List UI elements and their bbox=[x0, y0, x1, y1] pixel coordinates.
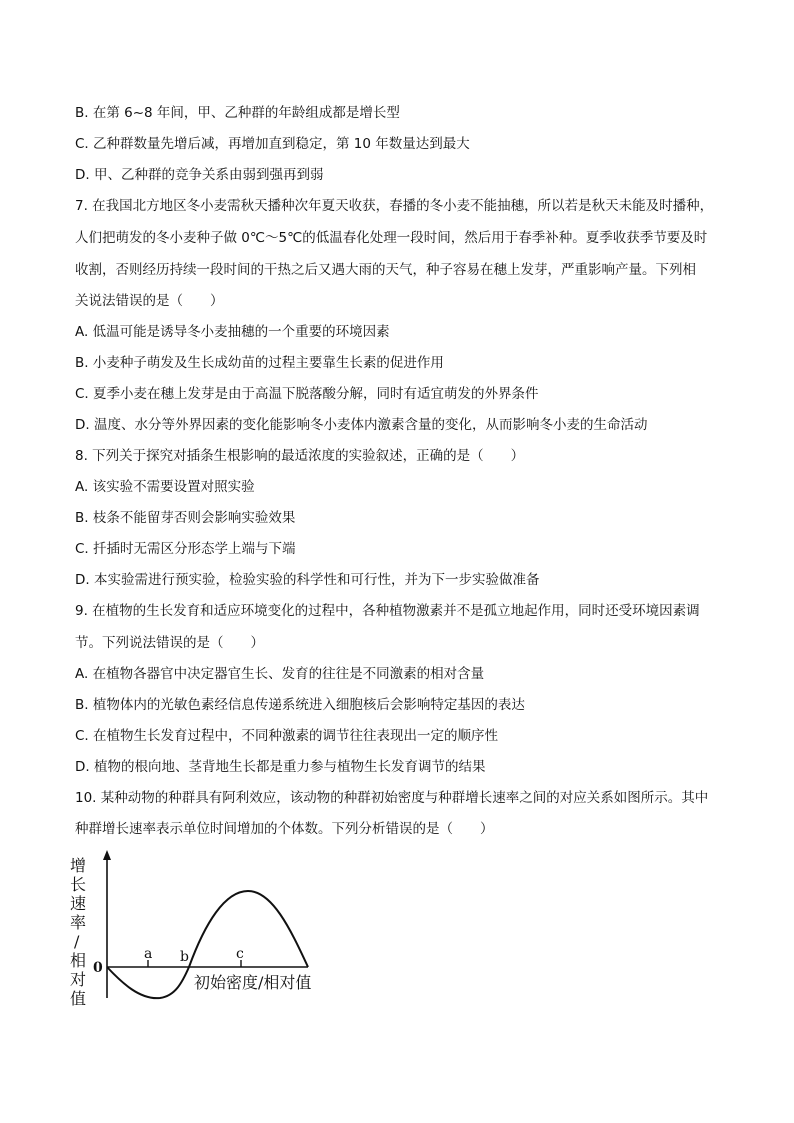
option-8d: D. 本实验需进行预实验，检验实验的科学性和可行性，并为下一步实验做准备 bbox=[75, 572, 540, 588]
point-label-c: c bbox=[236, 946, 244, 962]
y-label-char: 相 bbox=[70, 951, 87, 970]
y-label-char: 对 bbox=[70, 970, 87, 989]
option-9d: D. 植物的根向地、茎背地生长都是重力参与植物生长发育调节的结果 bbox=[75, 759, 486, 775]
option-8a: A. 该实验不需要设置对照实验 bbox=[75, 479, 255, 495]
question-10-stem-line-1: 10. 某种动物的种群具有阿利效应，该动物的种群初始密度与种群增长速率之间的对应关系如图所示。其中 bbox=[75, 790, 709, 806]
question-8-stem: 8. 下列关于探究对插条生根影响的最适浓度的实验叙述，正确的是（ ） bbox=[75, 448, 525, 464]
option-7c: C. 夏季小麦在穗上发芽是由于高温下脱落酸分解，同时有适宜萌发的外界条件 bbox=[75, 386, 539, 402]
question-9-stem-line-1: 9. 在植物的生长发育和适应环境变化的过程中，各种植物激素并不是孤立地起作用，同时还受环境因素调 bbox=[75, 603, 700, 619]
option-8c: C. 扦插时无需区分形态学上端与下端 bbox=[75, 541, 296, 557]
y-label-char: 率 bbox=[70, 913, 87, 932]
y-label-char: 速 bbox=[70, 894, 87, 913]
question-7-stem-line-1: 7. 在我国北方地区冬小麦需秋天播种次年夏天收获，春播的冬小麦不能抽穗，所以若是秋天未能及时播种， bbox=[75, 198, 714, 214]
point-label-a: a bbox=[144, 946, 153, 962]
question-7-stem-line-3: 收割，否则经历持续一段时间的干热之后又遇大雨的天气，种子容易在穗上发芽，严重影响产量。下列相 bbox=[75, 262, 696, 278]
option-6d: D. 甲、乙种群的竞争关系由弱到强再到弱 bbox=[75, 167, 324, 183]
option-7a: A. 低温可能是诱导冬小麦抽穗的一个重要的环境因素 bbox=[75, 324, 390, 340]
point-label-b: b bbox=[180, 949, 189, 965]
y-axis-arrow bbox=[103, 850, 111, 860]
question-9-stem-line-2: 节。下列说法错误的是（ ） bbox=[75, 635, 264, 651]
y-label-char: / bbox=[74, 932, 80, 951]
y-label-char: 长 bbox=[70, 875, 87, 894]
y-label-char: 增 bbox=[70, 856, 87, 875]
option-9c: C. 在植物生长发育过程中，不同种激素的调节往往表现出一定的顺序性 bbox=[75, 728, 499, 744]
question-10-stem-line-2: 种群增长速率表示单位时间增加的个体数。下列分析错误的是（ ） bbox=[75, 821, 494, 837]
question-7-stem-line-2: 人们把萌发的冬小麦种子做 0℃～5℃的低温春化处理一段时间，然后用于春季补种。夏季收获季节要及时 bbox=[75, 230, 708, 246]
allee-effect-figure bbox=[60, 848, 350, 1008]
origin-label: 0 bbox=[93, 960, 103, 976]
question-7-stem-line-4: 关说法错误的是（ ） bbox=[75, 293, 224, 309]
option-9b: B. 植物体内的光敏色素经信息传递系统进入细胞核后会影响特定基因的表达 bbox=[75, 697, 525, 713]
y-axis-label bbox=[70, 856, 86, 1008]
option-7d: D. 温度、水分等外界因素的变化能影响冬小麦体内激素含量的变化，从而影响冬小麦的生命活动 bbox=[75, 417, 648, 433]
option-6b: B. 在第 6~8 年间，甲、乙种群的年龄组成都是增长型 bbox=[75, 105, 400, 121]
option-7b: B. 小麦种子萌发及生长成幼苗的过程主要靠生长素的促进作用 bbox=[75, 355, 444, 371]
x-axis-label: 初始密度/相对值 bbox=[194, 973, 312, 992]
option-9a: A. 在植物各器官中决定器官生长、发育的往往是不同激素的相对含量 bbox=[75, 666, 485, 682]
option-8b: B. 枝条不能留芽否则会影响实验效果 bbox=[75, 510, 296, 526]
y-label-char: 值 bbox=[70, 989, 87, 1008]
option-6c: C. 乙种群数量先增后减，再增加直到稳定，第 10 年数量达到最大 bbox=[75, 136, 470, 152]
